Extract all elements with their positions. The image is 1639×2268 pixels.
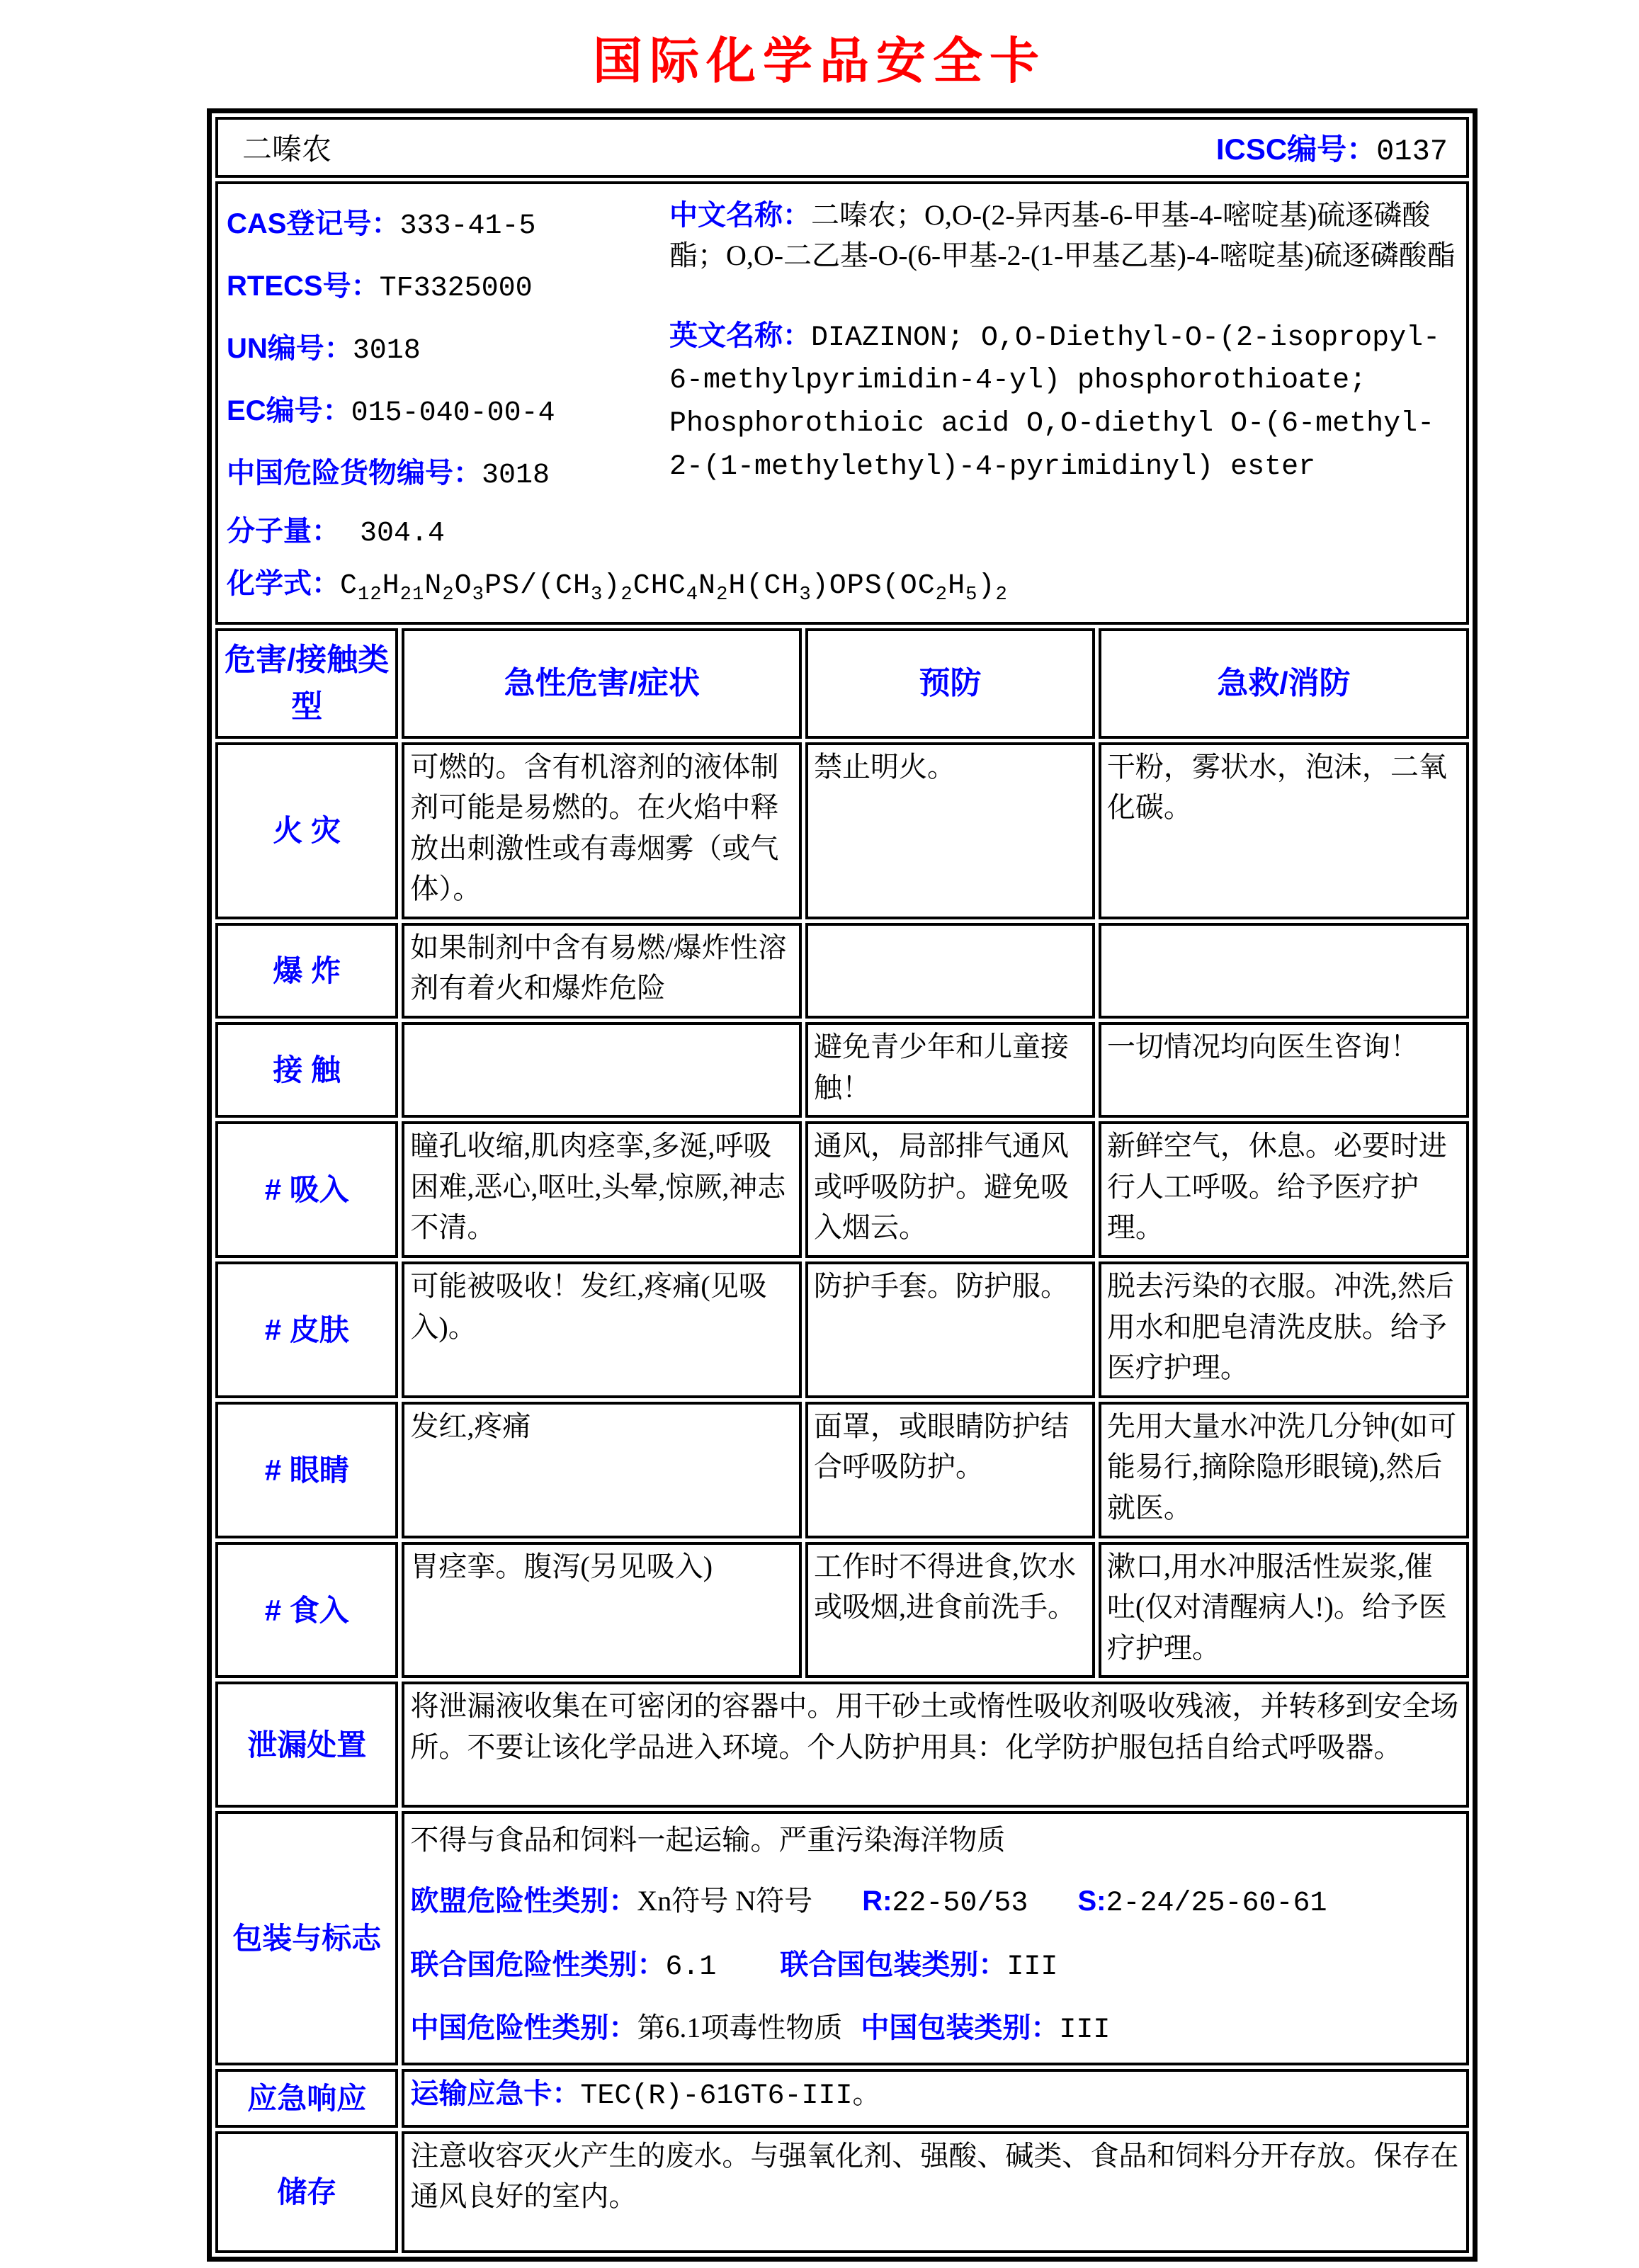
explosion-response xyxy=(1099,923,1469,1019)
section-label-packaging: 包装与标志 xyxy=(215,1811,398,2065)
section-row-packaging xyxy=(215,1811,1469,2065)
un-number-line: UN编号：3018 xyxy=(227,333,421,367)
fire-response: 干粉，雾状水，泡沫，二氧化碳。 xyxy=(1099,742,1469,919)
section-label-spill: 泄漏处置 xyxy=(215,1682,398,1808)
cas-number-line: CAS登记号：333-41-5 xyxy=(227,208,536,242)
un-class-label: 联合国危险性类别： xyxy=(410,1949,666,1980)
transport-emergency-card-label: 运输应急卡： xyxy=(410,2077,581,2109)
chemical-formula-label: 化学式： xyxy=(227,568,340,599)
exposure-symptoms xyxy=(402,1022,802,1118)
transport-emergency-card-value: TEC(R)-61GT6-III。 xyxy=(580,2080,881,2112)
exposure-response: 一切情况均向医生咨询！ xyxy=(1099,1022,1469,1118)
ingestion-symptoms: 胃痉挛。腹泻(另见吸入) xyxy=(402,1542,802,1679)
emergency-content xyxy=(402,2069,1469,2128)
hazard-table-header-row xyxy=(215,628,1469,739)
hazard-label-skin: # 皮肤 xyxy=(215,1261,398,1398)
s-phrases-label: S: xyxy=(1077,1885,1106,1917)
hazard-row-exposure xyxy=(215,1022,1469,1118)
icsc-number-label: ICSC编号： xyxy=(1215,132,1377,166)
fire-symptoms: 可燃的。含有机溶剂的液体制剂可能是易燃的。在火焰中释放出刺激性或有毒烟雾（或气体）。 xyxy=(402,742,802,919)
header-hazard-type: 危害/接触类型 xyxy=(215,628,398,739)
hazard-row-ingestion xyxy=(215,1542,1469,1679)
substance-names xyxy=(669,191,1456,506)
hazard-row-explosion xyxy=(215,923,1469,1019)
rtecs-number-line: RTECS号：TF3325000 xyxy=(227,271,533,305)
section-row-emergency xyxy=(215,2069,1469,2128)
storage-content: 注意收容灭火产生的废水。与强氧化剂、强酸、碱类、食品和饲料分开存放。保存在通风良好的室内。 xyxy=(402,2131,1469,2253)
header-acute-symptoms: 急性危害/症状 xyxy=(402,628,802,739)
icsc-number-group xyxy=(1216,126,1448,169)
cn-pack-value: III xyxy=(1059,2014,1111,2047)
hazard-label-ingestion: # 食入 xyxy=(215,1542,398,1679)
inhalation-prevention: 通风，局部排气通风或呼吸防护。避免吸入烟云。 xyxy=(805,1121,1095,1258)
eu-class-label: 欧盟危险性类别： xyxy=(410,1885,637,1917)
hazard-row-inhalation xyxy=(215,1121,1469,1258)
section-label-storage: 储存 xyxy=(215,2131,398,2253)
r-phrases-value: 22-50/53 xyxy=(892,1887,1028,1920)
skin-response: 脱去污染的衣服。冲洗,然后用水和肥皂清洗皮肤。给予医疗护理。 xyxy=(1099,1261,1469,1398)
eu-class-value: Xn符号 N符号 xyxy=(637,1884,813,1917)
cn-class-label: 中国危险性类别： xyxy=(410,2012,637,2044)
english-name-label: 英文名称： xyxy=(669,319,811,351)
eyes-response: 先用大量水冲洗几分钟(如可能易行,摘除隐形眼镜),然后就医。 xyxy=(1099,1402,1469,1538)
ingestion-response: 漱口,用水冲服活性炭浆,催吐(仅对清醒病人!)。给予医疗护理。 xyxy=(1099,1542,1469,1679)
cn-pack-label: 中国包装类别： xyxy=(861,2012,1060,2044)
hazard-label-explosion: 爆 炸 xyxy=(215,923,398,1019)
skin-symptoms: 可能被吸收！发红,疼痛(见吸入)。 xyxy=(402,1261,802,1398)
chinese-name-value: 二嗪农；O,O-(2-异丙基-6-甲基-4-嘧啶基)硫逐磷酸酯；O,O-二乙基-O-(6-甲基-2-(1-甲基乙基)-4-嘧啶基)硫逐磷酸酯 xyxy=(669,199,1456,271)
packaging-cn-line xyxy=(410,2007,1459,2051)
explosion-prevention xyxy=(805,923,1095,1019)
cn-class-value: 第6.1项毒性物质 xyxy=(637,2012,843,2044)
packaging-transport-note: 不得与食品和饲料一起运输。严重污染海洋物质 xyxy=(410,1824,1006,1856)
molecular-weight-value: 304.4 xyxy=(360,518,446,550)
chemical-formula-value: $C_{12}H_{21}N_2O_3PS/(CH_3)_2CHC_4N_2H(CH_3)OPS(OC_2H_5)_2$ xyxy=(340,570,1008,606)
section-row-storage xyxy=(215,2131,1469,2253)
icsc-number-value: 0137 xyxy=(1376,135,1448,169)
un-pack-label: 联合国包装类别： xyxy=(780,1949,1007,1980)
un-pack-value: III xyxy=(1006,1951,1058,1983)
r-phrases-label: R: xyxy=(862,1885,892,1917)
identification-row xyxy=(215,181,1469,625)
substance-name: 二嗪农 xyxy=(242,134,332,166)
ingestion-prevention: 工作时不得进食,饮水或吸烟,进食前洗手。 xyxy=(805,1542,1095,1679)
english-name-value: DIAZINON; O,O-Diethyl-O-(2-isopropyl-6-methylpyrimidin-4-yl) phosphorothioate; Phosphorothioic acid O,O-diethyl O-(6-methyl-2-(1-methylethyl)-4-pyrimidinyl) ester xyxy=(669,322,1441,483)
hazard-row-eyes xyxy=(215,1402,1469,1538)
card-header-row xyxy=(215,117,1469,178)
hazard-label-exposure: 接 触 xyxy=(215,1022,398,1118)
hazard-row-fire xyxy=(215,742,1469,919)
hazard-label-eyes: # 眼睛 xyxy=(215,1402,398,1538)
packaging-eu-line xyxy=(410,1881,1459,1924)
identification-columns xyxy=(227,191,1456,506)
explosion-symptoms: 如果制剂中含有易燃/爆炸性溶剂有着火和爆炸危险 xyxy=(402,923,802,1019)
molecular-weight-line xyxy=(227,509,1456,557)
header-prevention: 预防 xyxy=(805,628,1095,739)
skin-prevention: 防护手套。防护服。 xyxy=(805,1261,1095,1398)
inhalation-response: 新鲜空气，休息。必要时进行人工呼吸。给予医疗护理。 xyxy=(1099,1121,1469,1258)
un-class-value: 6.1 xyxy=(665,1951,717,1983)
registry-numbers xyxy=(227,191,669,506)
page-title: 国际化学品安全卡 xyxy=(593,33,1046,89)
eyes-symptoms: 发红,疼痛 xyxy=(402,1402,802,1538)
packaging-content xyxy=(402,1811,1469,2065)
section-label-emergency: 应急响应 xyxy=(215,2069,398,2128)
hazard-row-skin xyxy=(215,1261,1469,1398)
fire-prevention: 禁止明火。 xyxy=(805,742,1095,919)
ec-number-line: EC编号：015-040-00-4 xyxy=(227,395,555,429)
card-header-cell xyxy=(215,117,1469,178)
chinese-name-label: 中文名称： xyxy=(669,200,811,231)
packaging-un-line xyxy=(410,1944,1459,1988)
english-name-block xyxy=(669,316,1456,488)
exposure-prevention: 避免青少年和儿童接触！ xyxy=(805,1022,1095,1118)
molecular-weight-label: 分子量： xyxy=(227,516,340,547)
icsc-card xyxy=(207,108,1478,2262)
spill-content: 将泄漏液收集在可密闭的容器中。用干砂土或惰性吸收剂吸收残液，并转移到安全场所。不要让该化学品进入环境。个人防护用具：化学防护服包括自给式呼吸器。 xyxy=(402,1682,1469,1808)
cn-dangerous-goods-number-line: 中国危险货物编号：3018 xyxy=(227,458,550,492)
identification-cell xyxy=(215,181,1469,625)
hazard-label-fire: 火 灾 xyxy=(215,742,398,919)
chemical-formula-line xyxy=(227,561,1456,611)
s-phrases-value: 2-24/25-60-61 xyxy=(1106,1887,1327,1920)
eyes-prevention: 面罩，或眼睛防护结合呼吸防护。 xyxy=(805,1402,1095,1538)
hazard-label-inhalation: # 吸入 xyxy=(215,1121,398,1258)
inhalation-symptoms: 瞳孔收缩,肌肉痉挛,多涎,呼吸困难,恶心,呕吐,头晕,惊厥,神志不清。 xyxy=(402,1121,802,1258)
chinese-name-block xyxy=(669,195,1456,276)
section-row-spill xyxy=(215,1682,1469,1808)
header-firstaid-firefighting: 急救/消防 xyxy=(1099,628,1469,739)
